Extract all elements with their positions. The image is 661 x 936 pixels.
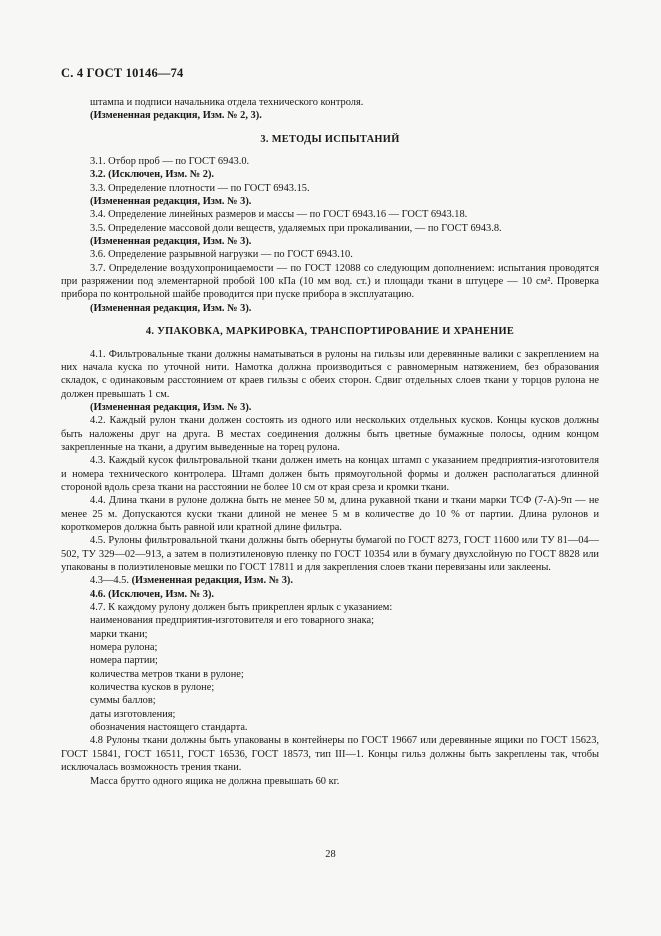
clause-3-4: 3.4. Определение линейных размеров и массы — по ГОСТ 6943.16 — ГОСТ 6943.18. <box>90 209 468 221</box>
list-item: количества метров ткани в рулоне; <box>90 668 244 680</box>
clause-3-3: 3.3. Определение плотности — по ГОСТ 6943.15. <box>90 182 310 194</box>
page-header: С. 4 ГОСТ 10146—74 <box>61 66 184 80</box>
page-body <box>61 96 599 788</box>
list-item: марки ткани; <box>90 628 148 640</box>
revision-note: (Измененная редакция, Изм. № 3). <box>90 236 252 248</box>
intro-line: штампа и подписи начальника отдела технического контроля. <box>90 97 364 108</box>
clause-4-5: 4.5. Рулоны фильтровальной ткани должны быть обернуты бумагой по ГОСТ 8273, ГОСТ 11600 или ТУ 81—04—502, ТУ 329—02—913, а затем в полиэтиленовую пленку по ГОСТ 10354 или в бумагу двухслойную по ГОСТ 8828 или упакованы в полиэтиленовые мешки по ГОСТ 17811 и для закрепления слоев ткани перевязаны или заклеены. <box>61 535 599 573</box>
list-item: номера партии; <box>90 655 158 667</box>
revision-note: (Измененная редакция, Изм. № 3). <box>131 575 293 587</box>
clause-4-3: 4.3. Каждый кусок фильтровальной ткани должен иметь на концах штамп с указанием предприятия-изготовителя и номера технического контролера. Штамп должен быть прямоугольной формы и должен располагаться длинной стороной вдоль среза ткани на расстоянии не более 10 см от края среза и кромки ткани. <box>61 455 599 493</box>
revision-note-4-3-4-5 <box>61 574 599 587</box>
clause-3-5: 3.5. Определение массовой доли веществ, удаляемых при прокаливании, — по ГОСТ 6943.8. <box>90 222 502 234</box>
clause-4-8-mass: Масса брутто одного ящика не должна превышать 60 кг. <box>90 775 340 787</box>
section-3-title: 3. МЕТОДЫ ИСПЫТАНИЙ <box>260 133 400 145</box>
list-item: наименования предприятия-изготовителя и его товарного знака; <box>90 615 374 627</box>
revision-note: (Измененная редакция, Изм. № 3). <box>90 302 252 314</box>
clause-4-4: 4.4. Длина ткани в рулоне должна быть не менее 50 м, длина рукавной ткани и ткани марки ТСФ (7-А)-9п — не менее 25 м. Допускаются куски ткани длиной не менее 5 м в количестве до 10 % от партии. Длина рулонов и короткомеров должна быть равной или кратной длине фильтра. <box>61 495 599 533</box>
clause-4-7: 4.7. К каждому рулону должен быть прикреплен ярлык с указанием: <box>90 602 393 614</box>
revision-note: (Измененная редакция, Изм. № 2, 3). <box>90 110 262 122</box>
page-number: 28 <box>325 849 336 860</box>
list-item: количества кусков в рулоне; <box>90 682 215 694</box>
label-contents-list <box>61 614 599 734</box>
list-item: суммы баллов; <box>90 695 156 707</box>
clause-4-2: 4.2. Каждый рулон ткани должен состоять из одного или нескольких отдельных кусков. Концы кусков должны быть наложены друг на друга. В местах соединения должны быть цветные бумажные полосы, одним концом закрепленные на ткани, а другим выведенные на торец рулона. <box>61 415 599 453</box>
clause-3-1: 3.1. Отбор проб — по ГОСТ 6943.0. <box>90 156 250 168</box>
clause-4-6: 4.6. (Исключен, Изм. № 3). <box>90 588 215 600</box>
clause-3-2: 3.2. (Исключен, Изм. № 2). <box>90 169 215 181</box>
clause-range: 4.3—4.5. <box>90 575 129 587</box>
revision-note: (Измененная редакция, Изм. № 3). <box>90 401 252 413</box>
list-item: номера рулона; <box>90 642 158 654</box>
section-4-title: 4. УПАКОВКА, МАРКИРОВКА, ТРАНСПОРТИРОВАНИЕ И ХРАНЕНИЕ <box>145 326 515 338</box>
clause-3-7: 3.7. Определение воздухопроницаемости — по ГОСТ 12088 со следующим дополнением: испытания проводятся при разряжении под элементарной пробой 100 кПа (10 мм вод. ст.) и площади ткани в штуцере — 10 см². Проверка прибора по контрольной шайбе проводится при пуске прибора в эксплуатацию. <box>61 262 599 301</box>
clause-4-8: 4.8 Рулоны ткани должны быть упакованы в контейнеры по ГОСТ 19667 или деревянные ящики по ГОСТ 15623, ГОСТ 15841, ГОСТ 16511, ГОСТ 16536, ГОСТ 18573, тип III—1. Концы гильз должны быть закреплены так, чтобы исключалась возможность трения ткани. <box>61 735 599 774</box>
list-item: даты изготовления; <box>90 708 176 720</box>
list-item: обозначения настоящего стандарта. <box>90 722 248 734</box>
clause-4-1: 4.1. Фильтровальные ткани должны наматываться в рулоны на гильзы или деревянные валики с закреплением на них начала куска по уточной нити. Намотка должна производиться с равномерным натяжением, без образования складок, с одинаковым расстоянием от краев гильзы с обеих сторон. Сдвиг отдельных слоев ткани у торцов рулона не должен превышать 1 см. <box>61 348 599 400</box>
clause-3-6: 3.6. Определение разрывной нагрузки — по ГОСТ 6943.10. <box>90 249 353 261</box>
revision-note: (Измененная редакция, Изм. № 3). <box>90 196 252 208</box>
